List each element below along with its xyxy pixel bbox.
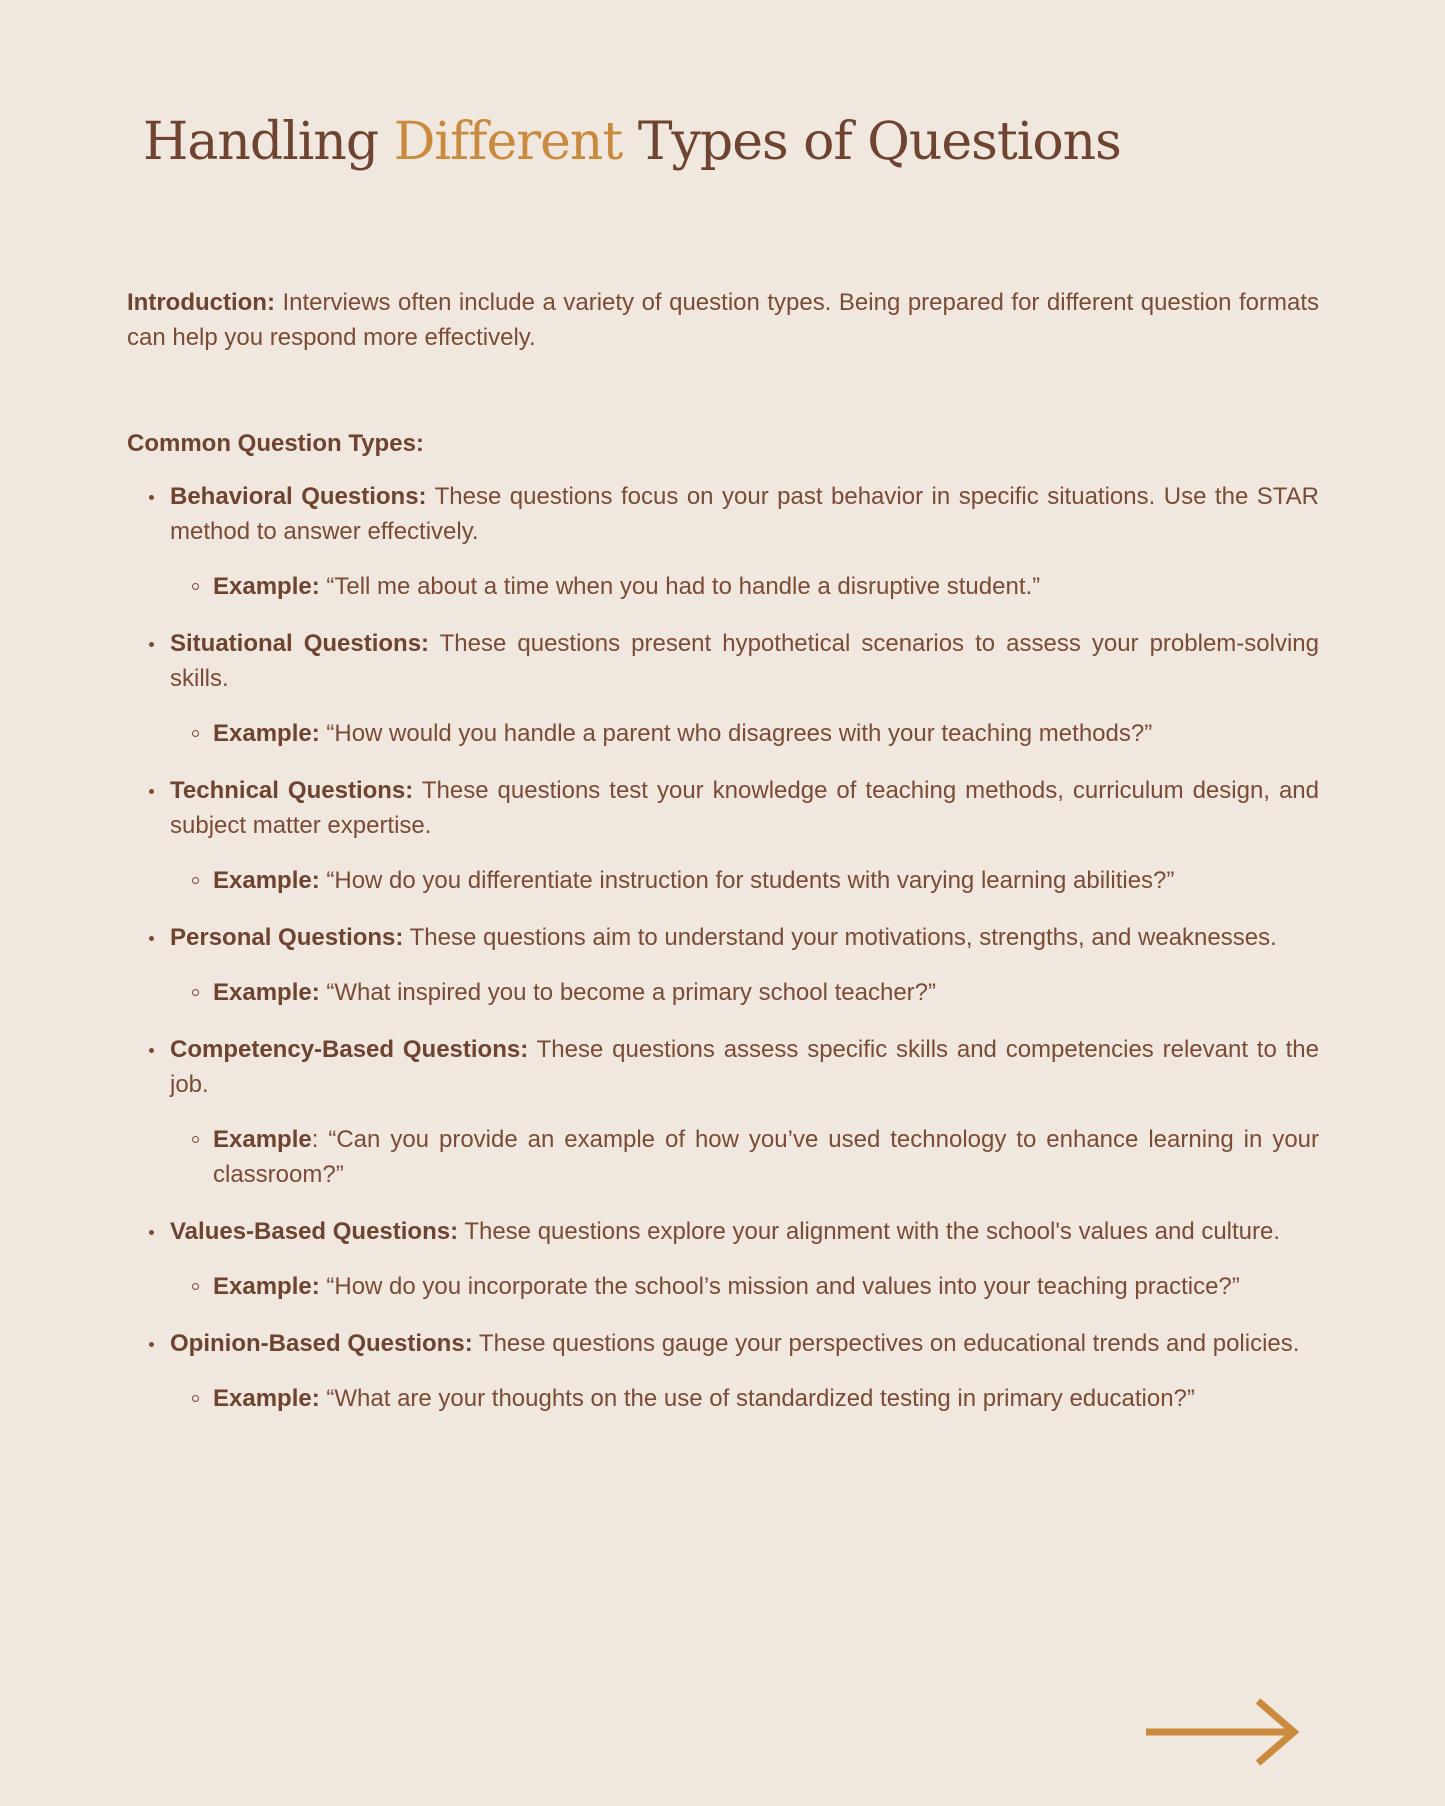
example-label: Example: bbox=[213, 979, 320, 1006]
question-type-description bbox=[170, 479, 1319, 549]
list-item-behavioral bbox=[127, 479, 1319, 604]
question-type-desc: These questions present hypothetical scenarios to assess your problem-solving skills. bbox=[170, 630, 1319, 692]
question-type-description bbox=[170, 1214, 1319, 1249]
question-type-description bbox=[170, 626, 1319, 696]
example-text: “What inspired you to become a primary school teacher?” bbox=[319, 979, 936, 1006]
list-item-technical bbox=[127, 773, 1319, 898]
example-text: “How do you differentiate instruction for students with varying learning abilities?” bbox=[319, 867, 1175, 894]
example-item bbox=[170, 863, 1319, 898]
question-type-name: Behavioral Questions: bbox=[170, 483, 427, 510]
example-text: “How do you incorporate the school’s mission and values into your teaching practice?” bbox=[319, 1273, 1240, 1300]
question-type-desc: These questions focus on your past behavior in specific situations. Use the STAR method to answer effectively. bbox=[170, 483, 1319, 545]
title-part-1: Handling bbox=[143, 112, 394, 172]
example-item bbox=[170, 1269, 1319, 1304]
question-type-desc: These questions explore your alignment with the school's values and culture. bbox=[458, 1218, 1281, 1245]
main-content bbox=[127, 285, 1319, 1438]
list-item-opinion bbox=[127, 1326, 1319, 1416]
list-item-competency bbox=[127, 1032, 1319, 1192]
example-item bbox=[170, 716, 1319, 751]
example-label: Example bbox=[213, 1126, 312, 1153]
example-item bbox=[170, 1122, 1319, 1192]
example-label: Example: bbox=[213, 1273, 320, 1300]
example-label: Example: bbox=[213, 720, 320, 747]
example-item bbox=[170, 975, 1319, 1010]
question-type-list bbox=[127, 479, 1319, 1416]
example-text: “Tell me about a time when you had to handle a disruptive student.” bbox=[319, 573, 1041, 600]
page-title bbox=[143, 112, 1121, 172]
introduction-text: Interviews often include a variety of question types. Being prepared for different question formats can help you respond more effectively. bbox=[127, 289, 1319, 351]
question-type-name: Situational Questions: bbox=[170, 630, 430, 657]
example-text: “How would you handle a parent who disagrees with your teaching methods?” bbox=[319, 720, 1153, 747]
question-type-desc: These questions aim to understand your motivations, strengths, and weaknesses. bbox=[403, 924, 1277, 951]
title-part-2: Types of Questions bbox=[622, 112, 1121, 172]
question-type-name: Competency-Based Questions: bbox=[170, 1036, 529, 1063]
example-item bbox=[170, 1381, 1319, 1416]
example-item bbox=[170, 569, 1319, 604]
question-type-name: Values-Based Questions: bbox=[170, 1218, 459, 1245]
example-text: “What are your thoughts on the use of standardized testing in primary education?” bbox=[319, 1385, 1195, 1412]
question-type-description bbox=[170, 1032, 1319, 1102]
question-type-name: Personal Questions: bbox=[170, 924, 404, 951]
question-type-description bbox=[170, 773, 1319, 843]
example-label: Example: bbox=[213, 867, 320, 894]
list-item-values bbox=[127, 1214, 1319, 1304]
example-label: Example: bbox=[213, 1385, 320, 1412]
question-type-description bbox=[170, 1326, 1319, 1361]
list-item-situational bbox=[127, 626, 1319, 751]
question-type-name: Opinion-Based Questions: bbox=[170, 1330, 473, 1357]
question-type-desc: These questions gauge your perspectives on educational trends and policies. bbox=[472, 1330, 1300, 1357]
list-item-personal bbox=[127, 920, 1319, 1010]
example-text: : “Can you provide an example of how you’ve used technology to enhance learning in your classroom?” bbox=[213, 1126, 1319, 1188]
question-type-desc: These questions assess specific skills and competencies relevant to the job. bbox=[170, 1036, 1320, 1098]
section-heading: Common Question Types: bbox=[127, 430, 424, 457]
question-type-description bbox=[170, 920, 1319, 955]
question-type-desc: These questions test your knowledge of teaching methods, curriculum design, and subject matter expertise. bbox=[170, 777, 1319, 839]
example-label: Example: bbox=[213, 573, 320, 600]
introduction-paragraph bbox=[127, 285, 1319, 355]
introduction-label: Introduction: bbox=[127, 289, 275, 316]
question-type-name: Technical Questions: bbox=[170, 777, 414, 804]
title-accent: Different bbox=[393, 112, 623, 172]
arrow-right-icon[interactable] bbox=[1144, 1697, 1304, 1767]
